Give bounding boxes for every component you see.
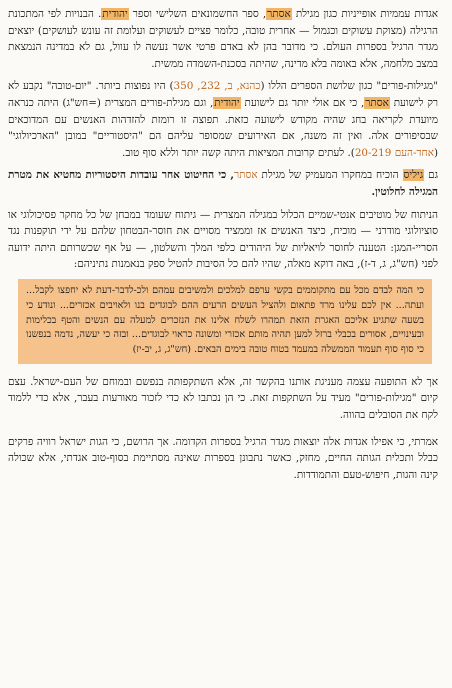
citation-ahad-haam: אחד-העם 20-219	[354, 146, 434, 159]
paragraph-3	[8, 167, 438, 200]
highlighted-quote-block	[18, 279, 432, 364]
p2-text-after: ). לעתים קרובות המציאות היתה קשה יותר וללא סוף טוב.	[122, 146, 355, 159]
highlight-judith: יהודית	[102, 8, 128, 20]
p2-text-mid2: , כי אם אולי יותר גם לישועת	[240, 96, 365, 109]
p6-text: אמרתי, כי אפילו אגדות אלה יוצאות מגדר הרגיל בספרות הקדומה. אך הרושם, כי הגות ישראל רוויה פרקים כבלל ותכלית הגותה החיים, מחזק, כאשר נתבונן בספרות שאינה מסתיימת בסוף-טוב אגדתי, אלא שכולה קינה והגות, חיפוש-טעם והתמודדות.	[8, 435, 438, 481]
quote-text: כי המה לבדם מכל עם מתקוממים בקשי ערפם למלכים ולמשיבים עמהם ולכ-לדבר-דעת לא יחפצו לקבל... ועתה... אין לכם עלינו מרד פתאום ולהציל העשים הרעים ההם לבוגדים בנו ולאויבים אכזרים... ונודע כי בשעה שתגיע אליכם האגרת הזאת תמהרו לשלח אלינו את הנזכרים למעלה עם הנשים והטף בכלימות ובעינויים, אסורים בכבלי ברזל למען תהיה מותם אכזרי ומשונה כראוי לבוגדים... ובזה כי יעשה, נדמה בנפשנו כי סוף סוף תעמוד הממשלה במעמד בטוח טובה בימים הבאים. (חש"ג, ג, יב-יז)	[26, 284, 424, 356]
citation-kahana: כהנא, ב, 232, 350	[173, 80, 261, 93]
p3-text-after: , כי החיטוט אחר עובדות היסטוריות מחטיא את מטרת המגילה לחלוטין.	[8, 169, 438, 198]
paragraph-4	[8, 207, 438, 273]
p1-text-mid: , ספר החשמונאים השלישי וספר	[128, 8, 267, 20]
highlight-esther: אסתר	[234, 169, 258, 182]
p3-text-mid: הוכיח במחקרו המעמיק של מגילת	[257, 169, 403, 182]
paragraph-5	[8, 374, 438, 424]
highlight-esther: אסתר	[365, 96, 389, 109]
p1-text-after: . הבנויות לפי המתכונת הרגילה (מצוקת עשוקים וכגמול — אחרית טובה, כלומר פציים לעשוקים ועלומת זה עונש לעושקים) יוצאים מגדר הרגיל בספרות העולם. כי מדובר בהן לא באדם פרטי אשר נעשה לו עוול, גם לא במדינה הנמצאת במצב מלחמה, אלא באומה בלא מדינה, שהיתה בסכנת-השמדה ממשית.	[8, 8, 438, 70]
highlight-judith: יהודית	[214, 96, 240, 109]
highlight-esther: אסתר	[267, 8, 291, 20]
paragraph-2	[8, 78, 438, 161]
p2-text-before: "מגילות-פורים" כגון שלושת הספרים הללו (	[260, 80, 438, 93]
p4-text: הניתוח של מוטיבים אנטי-שמיים הכלול במגילה המצרית — גיתוח שעומד במבחן של כל מחקר פסיכולוגי או סוציולוגי מודרני — מוכיח, כיצד האנשים אז וממציד מסויים את חוסר-הבטחון שלהם על ידי תוקפנות נגד הסריי-המגן: הטענה לחוסר לויאליות של היהודים כלפי המלך והשלטון, — על אף שכשרותם היתה ידועה לפני (חש"ג, ג, ד-ז), באה דוקא מאלה, שהיו להם כל הסיבות להטיל ספק בנאמנות נתיניהם:	[8, 208, 438, 271]
p2-text-mid3: , וגם מגילת-פורים המצרית (=חש"ג) היתה כנראה מיועדת לקריאה בחג שהיה מקודש לישועה כזאת. תפוצה זו רומזת להזדהות האנשים עם המדוכאים שבסיפורים אלה. ואין זה משנה, אם האירועים שמסופר עליהם הם "היסטוריים" במובן "הארכיולוגי" (	[8, 96, 438, 159]
paragraph-1	[8, 6, 438, 72]
p2-text-mid1: ) היו נפוצות ביותר. "יום-טובה" נקבע לא רק לישועת	[8, 80, 438, 109]
p1-text-before: אגדות עממיות אופייניות כגון מגילת	[291, 8, 438, 20]
paragraph-6	[8, 434, 438, 484]
p5-text: אך לא התופעה עצמה מעניגת אותנו בהקשר זה, אלא השתקפותה בנפשם ובמוחם של העם-ישראל. עצם קיום "מגילות-פורים" מעיד על השתקפות זאת. כי הן נכתבו לא כדי לזכור מאורעות בעבר, אלא כדי ללמוד לקח את הסובלים בהווה.	[8, 375, 438, 422]
highlight-gillis: גיליס	[403, 169, 424, 182]
p3-text-before: גם	[424, 169, 438, 182]
